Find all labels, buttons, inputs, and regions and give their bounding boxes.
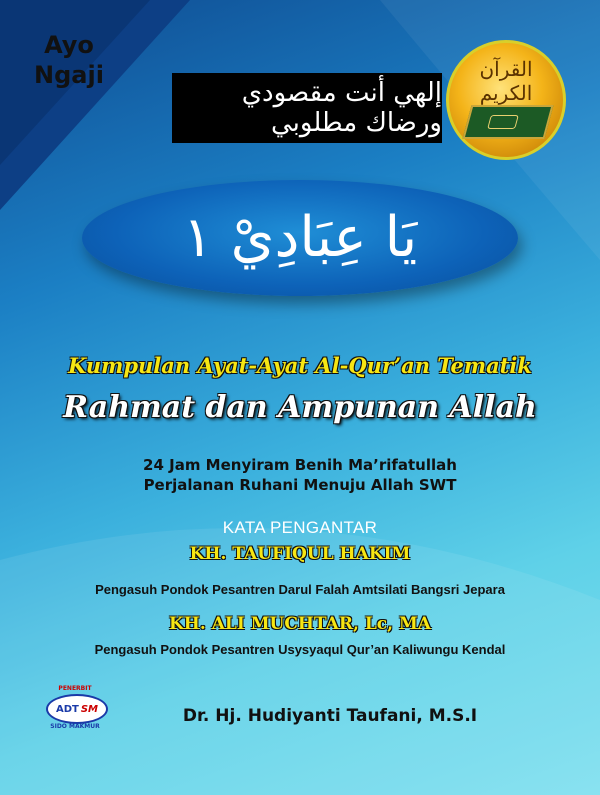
foreword-2-role: Pengasuh Pondok Pesantren Usysyaqul Qur’an Kaliwungu Kendal (94, 642, 506, 657)
foreword-1-name: KH. TAUFIQUL HAKIM (189, 544, 411, 564)
foreword-2-name: KH. ALI MUCHTAR, Lc, MA (169, 614, 431, 634)
tagline-1: 24 Jam Menyiram Benih Ma’rifatullah (143, 456, 457, 474)
quran-book-icon (462, 105, 553, 139)
series-label (14, 30, 124, 90)
tagline-2: Perjalanan Ruhani Menuju Allah SWT (143, 476, 457, 494)
publisher-logo (40, 685, 110, 733)
series-label-line2: Ngaji (34, 61, 104, 89)
calligraphy-banner (172, 73, 442, 143)
publisher-top-label: PENERBIT (58, 685, 92, 692)
publisher-badge-left: ADT (55, 703, 79, 715)
emblem-calligraphy: القرآن الكريم (479, 57, 533, 105)
quran-emblem-icon (446, 40, 566, 160)
foreword-1-role: Pengasuh Pondok Pesantren Darul Falah Amtsilati Bangsri Jepara (95, 582, 505, 597)
theme-line: Kumpulan Ayat-Ayat Al-Qur’an Tematik (68, 353, 532, 378)
series-label-line1: Ayo (44, 31, 94, 59)
author-name: Dr. Hj. Hudiyanti Taufani, M.S.I (182, 706, 478, 726)
arabic-title: يَا عِبَادِيْ ١ (182, 205, 418, 270)
background-wave (0, 528, 600, 795)
publisher-name: SIDO MAKMUR (50, 723, 100, 730)
calligraphy-text: إلهي أنت مقصودي ورضاك مطلوبي (241, 78, 442, 138)
foreword-label: KATA PENGANTAR (222, 518, 378, 537)
publisher-badge (46, 694, 108, 724)
subject-line: Rahmat dan Ampunan Allah (63, 390, 537, 425)
publisher-badge-right: SM (80, 703, 99, 715)
